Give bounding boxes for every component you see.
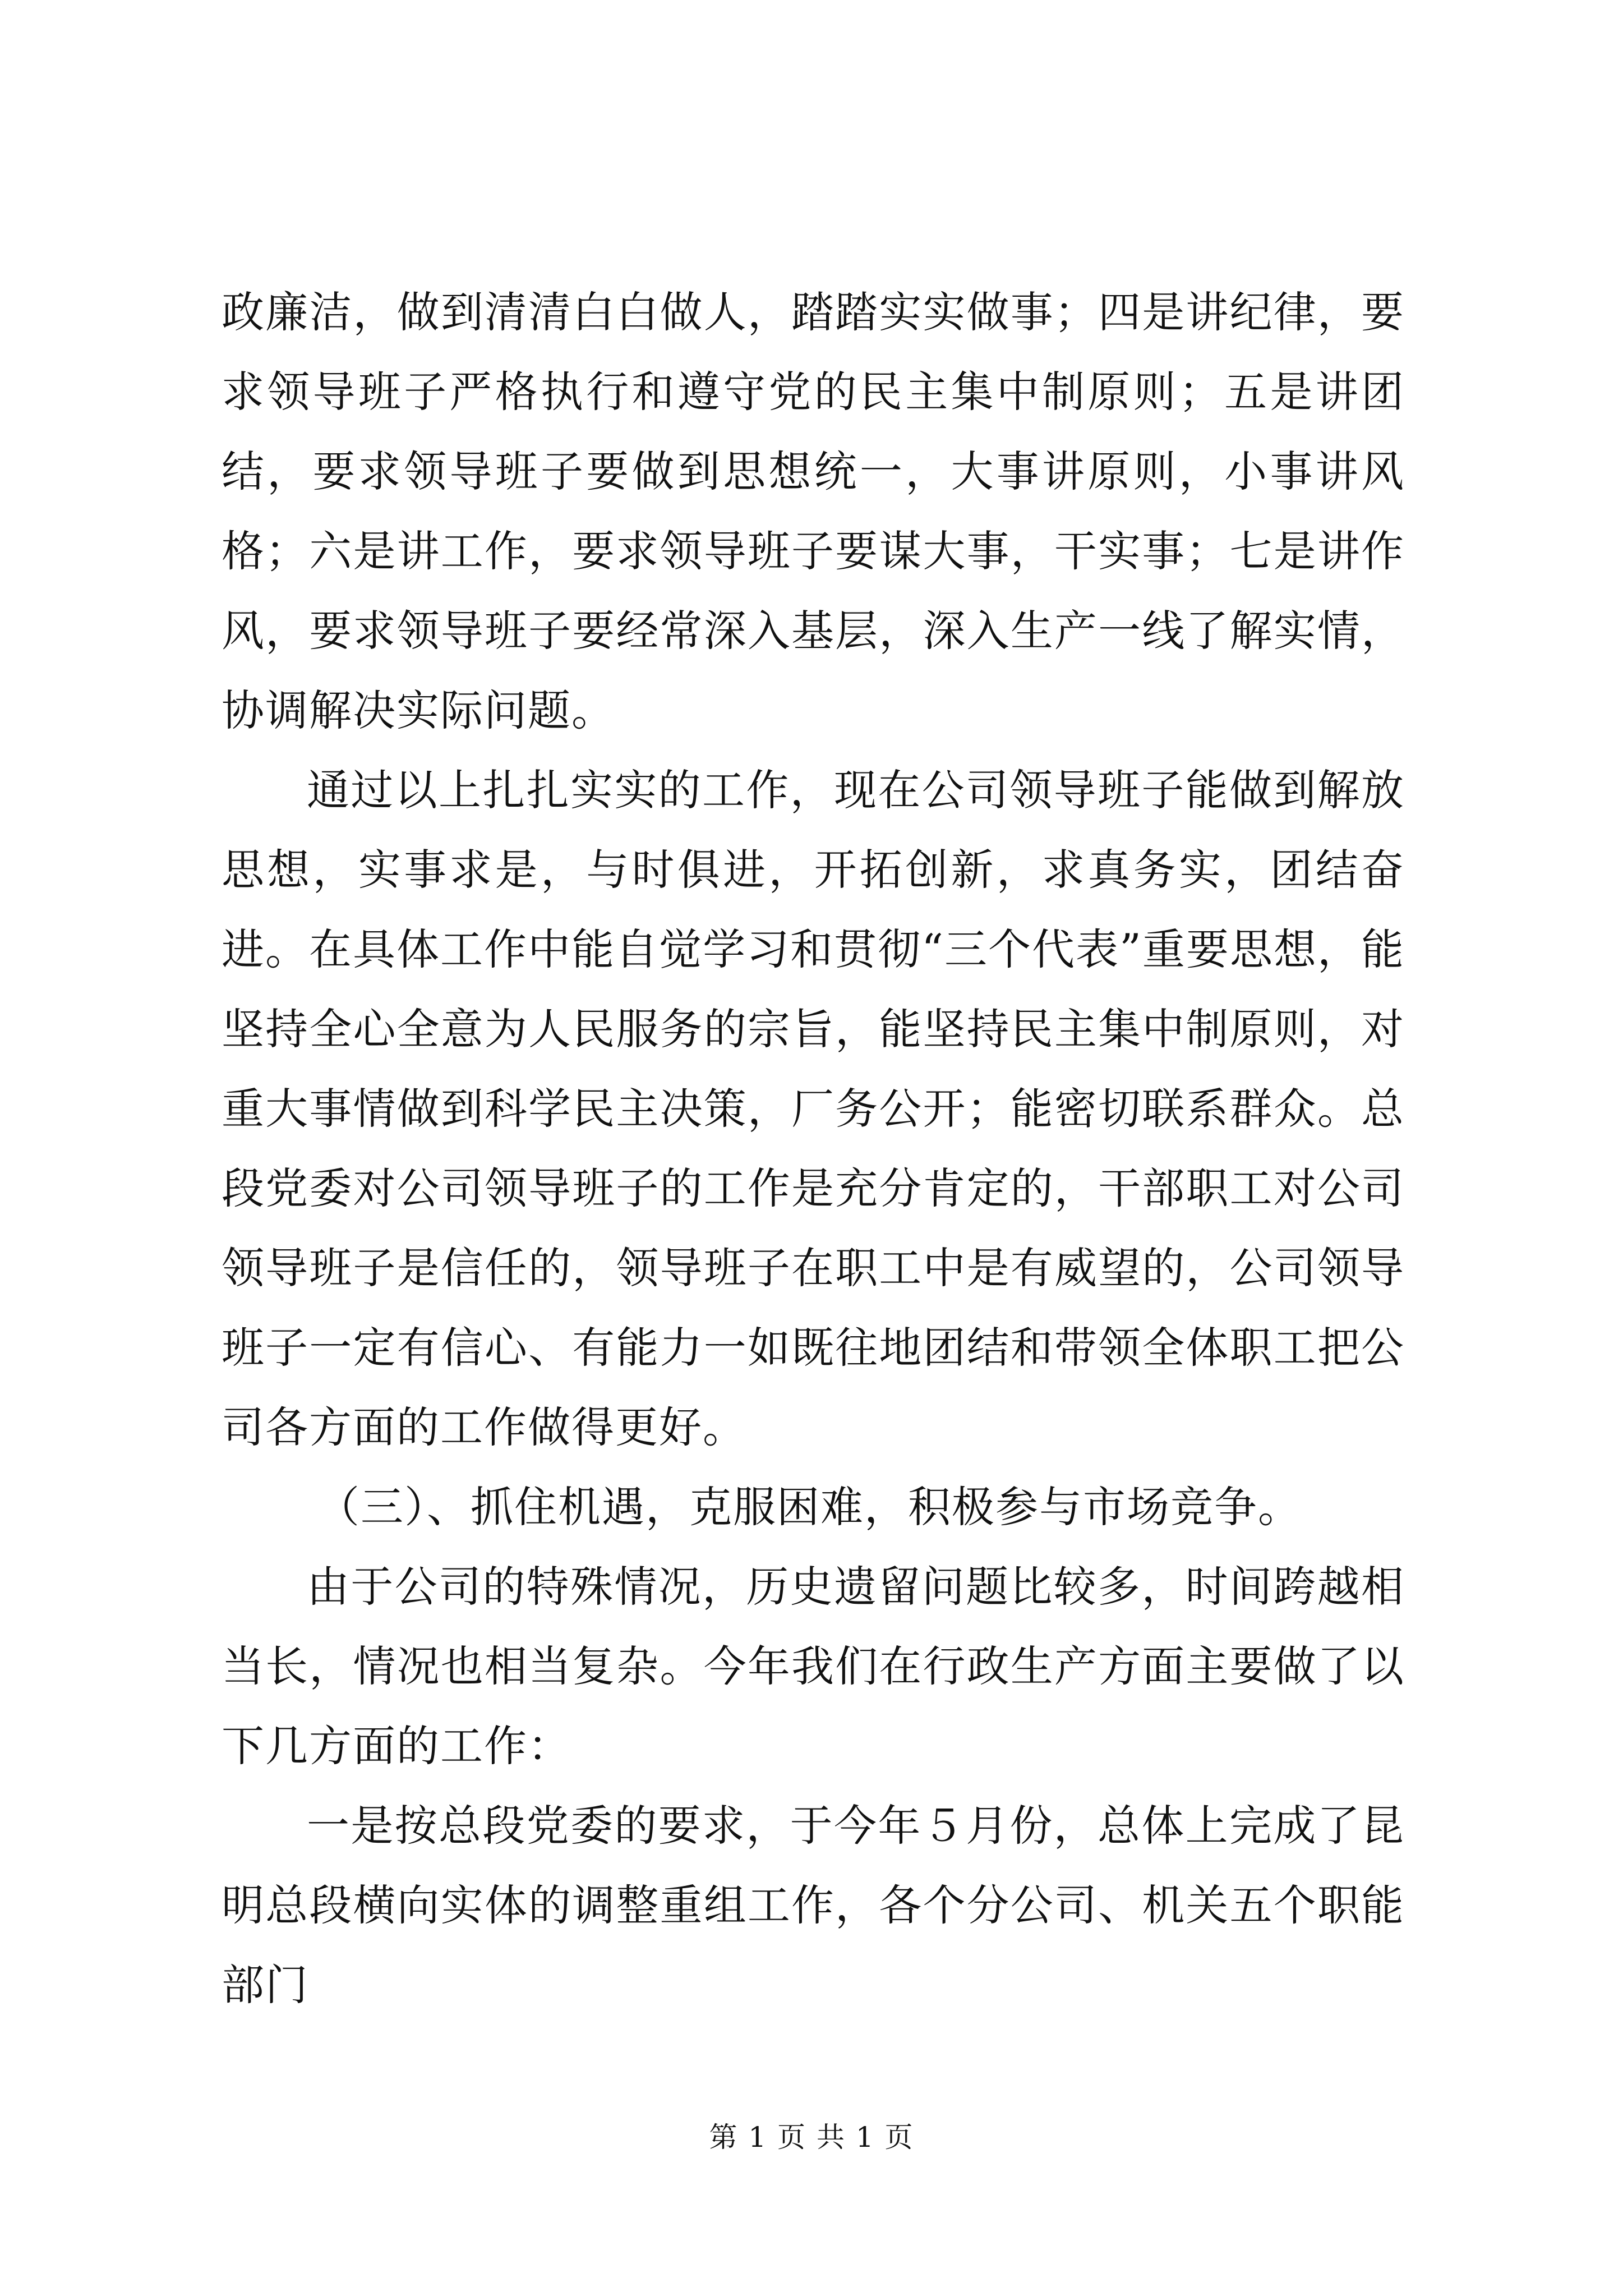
paragraph-company-situation: 由于公司的特殊情况，历史遗留问题比较多，时间跨越相当长，情况也相当复杂。今年我们在行政生产方面主要做了以下几方面的工作： xyxy=(222,1562,1405,1771)
paragraph-leadership-results: 通过以上扎扎实实的工作，现在公司领导班子能做到解放思想，实事求是，与时俱进，开拓创新，求真务实，团结奋进。在具体工作中能自觉学习和贯彻“三个代表”重要思想，能坚持全心全意为人民服务的宗旨，能坚持民主集中制原则，对重大事情做到科学民主决策，厂务公开；能密切联系群众。总段党委对公司领导班子的工作是充分肯定的，干部职工对公司领导班子是信任的，领导班子在职工中是有威望的，公司领导班子一定有信心、有能力一如既往地团结和带领全体职工把公司各方面的工作做得更好。 xyxy=(222,765,1405,1452)
paragraph-item-one: 一是按总段党委的要求，于今年５月份，总体上完成了昆明总段横向实体的调整重组工作，各个分公司、机关五个职能部门 xyxy=(222,1801,1405,2010)
document-body xyxy=(222,273,1405,2025)
section-heading-three: （三）、抓住机遇，克服困难，积极参与市场竞争。 xyxy=(317,1482,1302,1532)
page-footer: 第 1 页 共 1 页 xyxy=(709,2121,914,2154)
paragraph-continuation: 政廉洁，做到清清白白做人，踏踏实实做事；四是讲纪律，要求领导班子严格执行和遵守党的民主集中制原则；五是讲团结，要求领导班子要做到思想统一，大事讲原则，小事讲风格；六是讲工作，要求领导班子要谋大事，干实事；七是讲作风，要求领导班子要经常深入基层，深入生产一线了解实情，协调解决实际问题。 xyxy=(222,287,1405,735)
